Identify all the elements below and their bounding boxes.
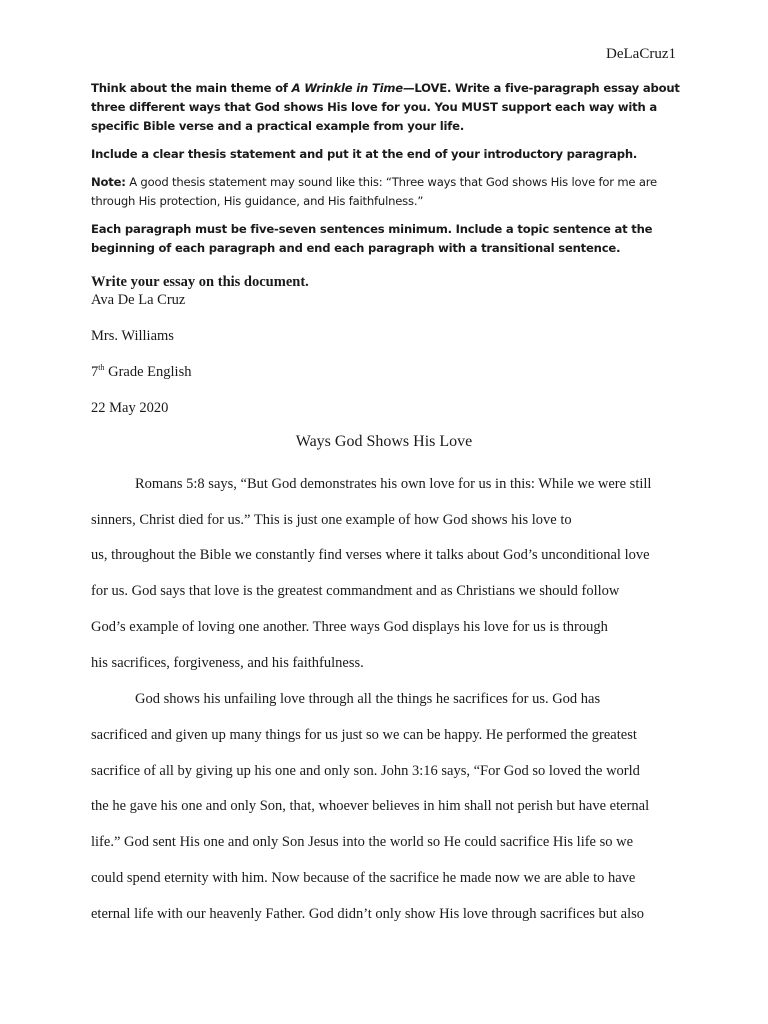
essay-line: sacrifice of all by giving up his one and only son. John 3:16 says, “For God so loved the world xyxy=(91,763,640,779)
teacher-name: Mrs. Williams xyxy=(91,328,174,344)
note-label: Note: xyxy=(91,175,126,189)
note-text: A good thesis statement may sound like this: “Three ways that God shows His love for me are through His protection, His guidance, and His faithfulness.” xyxy=(91,175,657,208)
instruction-text: Think about the main theme of xyxy=(91,81,292,95)
essay-line: life.” God sent His one and only Son Jesus into the world so He could sacrifice His life so we xyxy=(91,834,634,850)
essay-line: his sacrifices, forgiveness, and his faithfulness. xyxy=(91,655,364,671)
essay-date: 22 May 2020 xyxy=(91,400,169,416)
student-name: Ava De La Cruz xyxy=(91,292,186,308)
essay-line: God shows his unfailing love through all the things he sacrifices for us. God has xyxy=(135,691,601,707)
essay-line: sacrificed and given up many things for us just so we can be happy. He performed the greatest xyxy=(91,727,637,743)
instruction-paragraph-3 xyxy=(91,173,681,211)
book-title: A Wrinkle in Time xyxy=(291,81,403,95)
essay-line: for us. God says that love is the greatest commandment and as Christians we should follow xyxy=(91,583,620,599)
instruction-paragraph-2: Include a clear thesis statement and put it at the end of your introductory paragraph. xyxy=(91,147,638,161)
grade-label: Grade English xyxy=(104,364,192,380)
essay-line: sinners, Christ died for us.” This is just one example of how God shows his love to xyxy=(91,512,572,528)
write-here-label: Write your essay on this document. xyxy=(91,274,309,290)
running-head: DeLaCruz1 xyxy=(606,46,676,62)
essay-line: us, throughout the Bible we constantly find verses where it talks about God’s unconditional love xyxy=(91,547,650,563)
class-name xyxy=(91,364,191,381)
essay-line: could spend eternity with him. Now because of the sacrifice he made now we are able to have xyxy=(91,870,636,886)
grade-number: 7 xyxy=(91,364,99,380)
instruction-paragraph-1 xyxy=(91,79,681,136)
instruction-text: —LOVE. Write a five-paragraph essay about three different ways that God shows His love for you. You MUST support each way with a specific Bible verse and a practical example from your life. xyxy=(91,81,680,133)
essay-title: Ways God Shows His Love xyxy=(295,433,473,450)
grade-suffix: th xyxy=(98,363,105,373)
essay-line: the he gave his one and only Son, that, whoever believes in him shall not perish but have eternal xyxy=(91,798,650,814)
essay-line: Romans 5:8 says, “But God demonstrates his own love for us in this: While we were still xyxy=(135,476,652,492)
assignment-instructions xyxy=(91,79,681,267)
instruction-paragraph-4: Each paragraph must be five-seven sentences minimum. Include a topic sentence at the beginning of each paragraph and end each paragraph with a transitional sentence. xyxy=(91,222,653,255)
essay-line: eternal life with our heavenly Father. God didn’t only show His love through sacrifices but also xyxy=(91,906,645,922)
essay-line: God’s example of loving one another. Three ways God displays his love for us is through xyxy=(91,619,608,635)
